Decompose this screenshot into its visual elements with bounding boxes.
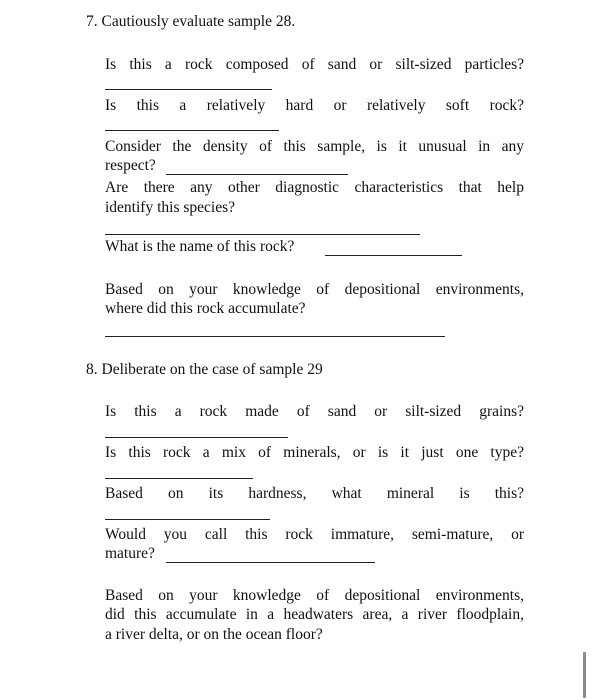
q7-diagnostic-question-line2: identify this species? <box>105 199 235 216</box>
q8-environment-question-line1: Based on your knowledge of depositional environments, <box>105 587 524 604</box>
question-8-heading: 8. Deliberate on the case of sample 29 <box>86 361 323 378</box>
q8-sand-silt-answer-line[interactable] <box>105 437 288 438</box>
q8-mineral-hardness-answer-line[interactable] <box>105 519 270 520</box>
q7-environment-question-line2: where did this rock accumulate? <box>105 300 306 317</box>
q8-minerals-answer-line[interactable] <box>105 478 253 479</box>
q8-environment-question-line2: did this accumulate in a headwaters area, a river floodplain, <box>105 606 524 623</box>
q8-maturity-question-line2: mature? <box>105 545 155 562</box>
q7-rock-name-answer-line[interactable] <box>325 255 462 256</box>
q7-environment-question-line1: Based on your knowledge of depositional environments, <box>105 281 524 298</box>
q8-environment-question-line3: a river delta, or on the ocean floor? <box>105 626 323 643</box>
q7-environment-answer-line[interactable] <box>105 336 445 337</box>
q8-minerals-question: Is this rock a mix of minerals, or is it just one type? <box>105 444 524 461</box>
q7-hardness-answer-line[interactable] <box>105 130 279 131</box>
q7-sand-silt-answer-line[interactable] <box>105 89 272 90</box>
q7-hardness-question: Is this a relatively hard or relatively soft rock? <box>105 97 524 114</box>
q7-sand-silt-question: Is this a rock composed of sand or silt-sized particles? <box>105 56 524 73</box>
q7-diagnostic-question-line1: Are there any other diagnostic characteristics that help <box>105 179 524 196</box>
q8-mineral-hardness-question: Based on its hardness, what mineral is this? <box>105 485 524 502</box>
scrollbar-thumb[interactable] <box>583 652 586 698</box>
q8-sand-silt-question: Is this a rock made of sand or silt-sized grains? <box>105 403 524 420</box>
q7-density-question-line1: Consider the density of this sample, is it unusual in any <box>105 138 524 155</box>
q8-maturity-question-line1: Would you call this rock immature, semi-mature, or <box>105 526 524 543</box>
q7-rock-name-question: What is the name of this rock? <box>105 238 295 255</box>
q7-density-question-line2: respect? <box>105 157 156 174</box>
q8-maturity-answer-line[interactable] <box>166 562 375 563</box>
q7-diagnostic-answer-line[interactable] <box>105 234 420 235</box>
q7-density-answer-line[interactable] <box>166 174 348 175</box>
question-7-heading: 7. Cautiously evaluate sample 28. <box>86 13 296 30</box>
